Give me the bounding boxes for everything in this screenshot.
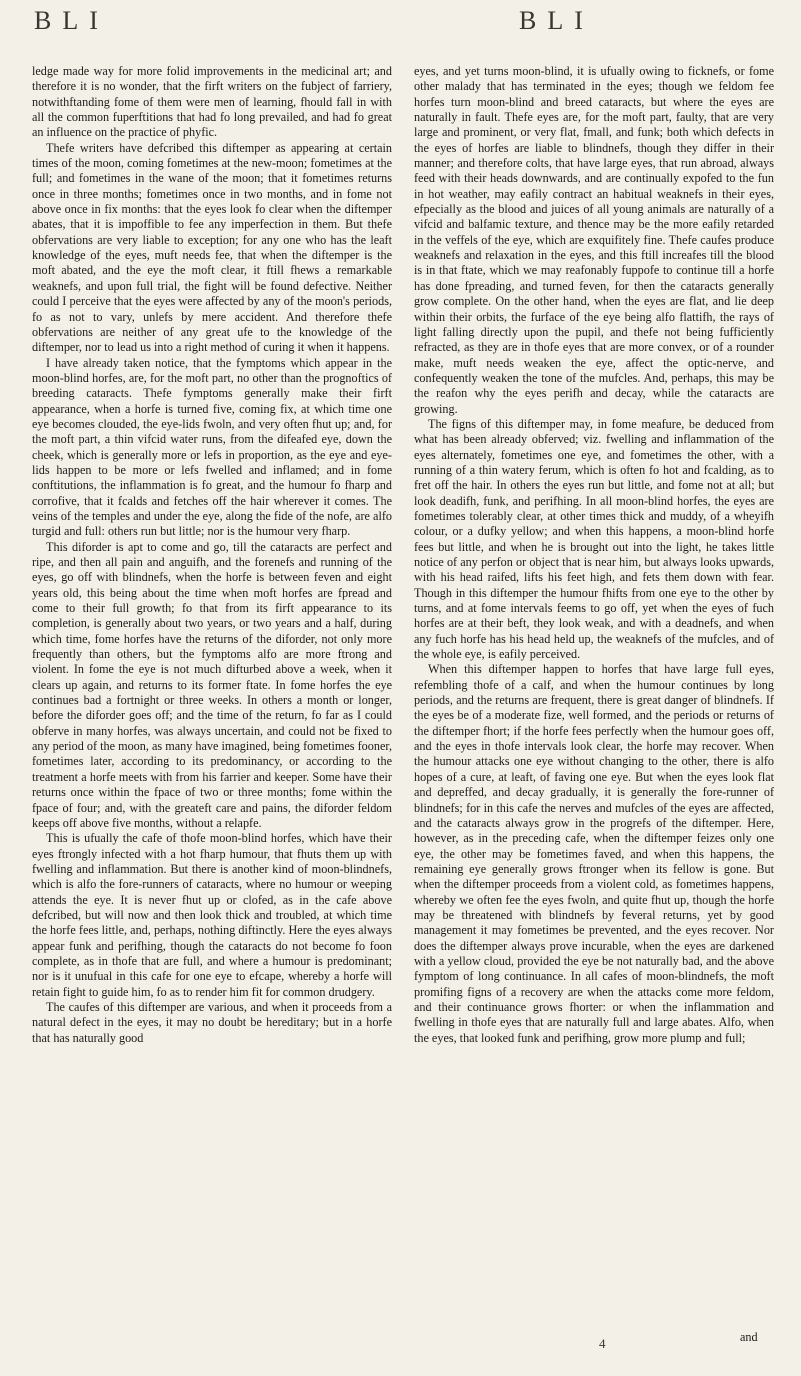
paragraph: The figns of this diftemper may, in fome meafure, be deduced from what has been already obferved; viz. fwelling and inflammation of the eyes alternately, fometimes one eye, and fometimes the other, with a running of a thin watery ferum, which is often fo hot and fcalding, as to fret off the hair. In others the eyes run but little, and fome not at all; but look deadifh, funk, and perifhing. In all moon-blind horfes, the eyes are fometimes tolerably clear, at other times thick and muddy, of a wheyifh colour, or a dufky yellow; and when this happens, a moon-blind horfe fees but little, and when he is brought out into the light, he takes little notice of any perfon or object that is near him, but always looks upwards, with his head raifed, lifts his feet high, and fets them down with fear. Though in this diftemper the humour fhifts from one eye to the other by turns, and at fome intervals feems to go off, yet when the eyes of fuch horfes are at their beft, they look weak, and with a deadnefs, and when any fuch horfe has his head held up, the weaknefs of the mufcles, and of the whole eye, is eafily perceived.: [414, 416, 774, 662]
paragraph: This diforder is apt to come and go, till the cataracts are perfect and ripe, and then all pain and anguifh, and the forenefs and running of the eyes, go off with blindnefs, when the horfe is between feven and eight years old, this being about the time when moft horfes are fpread and come to their full growth; fo that from its firft appearance to its completion, is generally about two years, or two years and a half, during which time, fome horfes have the returns of the diforder, not only more frequently than others, but the fymptoms alfo are more ftrong and violent. In fome the eye is not much difturbed above a week, when it clears up again, and returns to its former ftate. In fome horfes the eye continues bad a fortnight or three weeks. In others a month or longer, before the diforder goes off; and the time of the return, fo far as I could obferve in many horfes, was always uncertain, and could not be fixed to any period of the moon, as many have imagined, being fometimes fooner, fometimes later, according to its predominancy, or according to the treatment a horfe meets with from his farrier and keeper. Some have their returns once within the fpace of two or three months; fome within the fpace of four; and, with the greateft care and pains, the diforder feldom keeps off above five months, without a relapfe.: [32, 539, 392, 830]
paragraph: When this diftemper happen to horfes that have large full eyes, refembling thofe of a calf, and when the humour continues by long periods, and the returns are frequent, there is great danger of blindnefs. If the eyes be of a moderate fize, well formed, and the periods or returns of the diftemper fhort; if the horfe fees perfectly when the humour goes off, and the eyes in thofe intervals look clear, the horfe may recover. When the humour attacks one eye without changing to the other, there is alfo hopes of a cure, at leaft, of faving one eye. But when the eyes look flat and depreffed, and decay gradually, it is generally the fore-runner of blindnefs; for in this cafe the nerves and mufcles of the eyes are affected, and the cataracts always grow in the progrefs of the diftemper. Here, however, as in the preceding cafe, when the diftemper feizes only one eye, the other may be fometimes faved, and when this happens, the remaining eye generally grows ftronger when its fellow is gone. But when the diftemper proceeds from a violent cold, as fometimes happens, whereby we often fee the eyes fwoln, and quite fhut up, though the horfe may be threatened with blindnefs by feveral returns, yet by good management it may fometimes be prevented, and the eyes recover. Nor does the diftemper always prove incurable, when the eyes are darkened with a yellow cloud, provided the eye be not naturally bad, and the above fymptom of long continuance. In all cafes of moon-blindnefs, the moft promifing figns of a recovery are when the attacks come more feldom, and their continuance grows fhorter: or when the inflammation and fwelling in thofe eyes that are naturally full and large abates. Alfo, when the eyes, that looked funk and perifhing, grow more plump and full;: [414, 662, 774, 1045]
paragraph: I have already taken notice, that the fymptoms which appear in the moon-blind horfes, are, for the moft part, no other than the prognoftics of breeding cataracts. Thefe fymptoms generally make their firft appearance, when a horfe is turned five, coming fix, at which time one eye becomes clouded, the eye-lids fwoln, and very often fhut up; and, for the moft part, a thin vifcid water runs, from the difeafed eye, down the cheek, which is generally more or lefs in proportion, as the eye and eye-lids happen to be more or lefs fwelled and inflamed; and in fome conftitutions, the inflammation is fo great, and the humour fo fharp and corrofive, that it fcalds and fetches off the hair wherever it comes. The veins of the temples and under the eye, along the fide of the nofe, are alfo turgid and full: others run but little; nor is the humour very fharp.: [32, 355, 392, 539]
paragraph: eyes, and yet turns moon-blind, it is ufually owing to ficknefs, or fome other malady that has terminated in the eyes; though we feldom fee horfes turn moon-blind and breed cataracts, but where the eyes are naturally in fault. Thefe eyes are, for the moft part, faulty, that are very large and prominent, or very flat, fmall, and funk; both which defects in the eyes of horfes are liable to blindnefs, though they differ in their manner; and therefore colts, that have large eyes, that run abroad, always feed with their heads downwards, and are continually expofed to the fun in hot weather, may eafily contract an habitual weaknefs in their eyes, efpecially as the blood and juices of all young animals are naturally of a vifcid and balfamic texture, and thence may be the more eafily retarded in the veffels of the eye, which are exquifitely fine. Thefe caufes produce weaknefs and relaxation in the eyes, and this ftill increafes till the blood is in that ftate, which we may reafonably fuppofe to continue till a horfe has done fpreading, and turned feven, for then the cataracts generally grow complete. On the other hand, when the eyes are flat, and lie deep within their orbits, the furface of the eye being alfo flattifh, the rays of light falling directly upon the pupil, and thefe not being fufficiently refracted, as they are in thofe eyes that are more convex, or of a rounder make, muft needs weaken the eye, affect the optic-nerve, and confequently weaken the tone of the mufcles. And, perhaps, this may be the reafon why the eyes perifh and decay, while the cataracts are growing.: [414, 64, 774, 416]
running-head-right: BLI: [519, 6, 594, 35]
paragraph: Thefe writers have defcribed this diftemper as appearing at certain times of the moon, coming fometimes at the new-moon; fometimes at the full; and fometimes in the wane of the moon; that it fometimes returns once in three months; fometimes once in two months, and in fome not above once in fix months: that the eyes look fo clear when the diftemper abates, that it is impoffible to fee any imperfection in them. But thefe obfervations are very liable to exception; for any one who has the leaft knowledge of the eyes, muft needs fee, that when the diftemper is the moft abated, and the eye the moft clear, it ftill fhews a remarkable weaknefs, and upon full trial, the fight will be found defective. Neither could I perceive that the eyes were affected by any of the moon's periods, fo as not to vary, unlefs by mere accident. And therefore thefe obfervations are neither of any great ufe to the knowledge of the diftemper, nor to lead us into a right method of curing it when it happens.: [32, 140, 392, 355]
page-number: 4: [599, 1336, 606, 1351]
left-column: [32, 64, 392, 1046]
paragraph: This is ufually the cafe of thofe moon-blind horfes, which have their eyes ftrongly infected with a hot fharp humour, that fhuts them up with fwelling and inflammation. But there is another kind of moon-blindnefs, which is alfo the fore-runners of cataracts, where no humour or weeping attends the eye. It is never fhut up or clofed, as in the cafe above defcribed, but will now and then look thick and troubled, at which time the horfe fees little, and, perhaps, nothing diftinctly. Here the eyes always appear funk and perifhing, though the cataracts do not become fo foon complete, as in thofe that are full, and where a humour is predominant; nor is it unufual in this cafe for one eye to efcape, whereby a horfe will retain fight to guide him, fo as to render him fit for common drudgery.: [32, 831, 392, 999]
running-head-left: BLI: [34, 6, 109, 35]
right-column: [414, 64, 774, 1046]
catchword: and: [740, 1330, 758, 1344]
paragraph: The caufes of this diftemper are various, and when it proceeds from a natural defect in the eyes, it may no doubt be hereditary; but in a horfe that has naturally good: [32, 999, 392, 1045]
paragraph: ledge made way for more folid improvements in the medicinal art; and therefore it is no wonder, that the firft writers on the fubject of farriery, notwithftanding fome of them were men of learning, fhould fall in with all the common fuperftitions that had fo long prevailed, and had fo great an influence on the practice of phyfic.: [32, 64, 392, 140]
